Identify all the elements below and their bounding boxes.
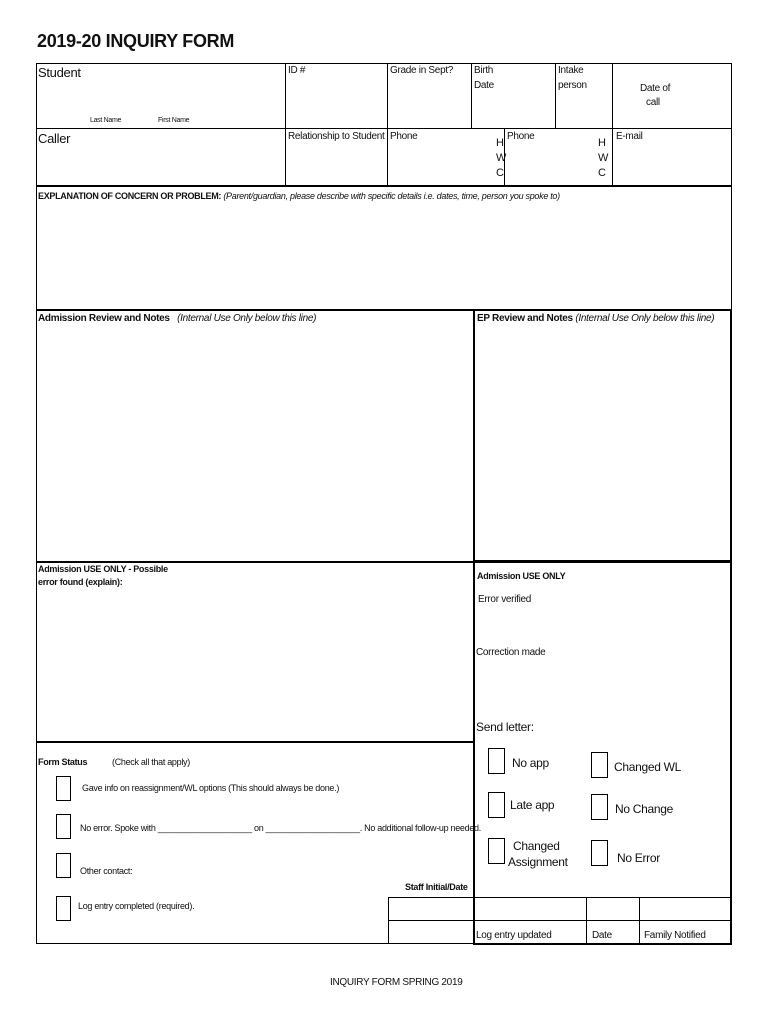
email-label: E-mail xyxy=(616,131,643,142)
admission-review-box[interactable] xyxy=(36,310,474,562)
other-contact-checkbox[interactable] xyxy=(56,853,71,878)
ep-review-label-italic: (Internal Use Only below this line) xyxy=(575,313,715,324)
error-verified-label: Error verified xyxy=(478,594,532,605)
no-change-checkbox[interactable] xyxy=(591,794,608,820)
admission-review-label-italic: (Internal Use Only below this line) xyxy=(177,313,317,324)
no-change-label: No Change xyxy=(615,802,674,816)
changed-assignment-label-2: Assignment xyxy=(508,855,568,869)
no-app-checkbox[interactable] xyxy=(488,748,505,774)
gave-info-checkbox[interactable] xyxy=(56,776,71,801)
hwc2-c: C xyxy=(598,167,606,179)
first-name-label: First Name xyxy=(158,117,190,124)
changed-wl-checkbox[interactable] xyxy=(591,752,608,778)
late-app-label: Late app xyxy=(510,798,555,812)
date-of-call-label-2: call xyxy=(646,97,660,108)
admission-review-label xyxy=(38,313,316,324)
log-entry-completed-checkbox[interactable] xyxy=(56,896,71,921)
no-error-spoke-label: No error. Spoke with ____________________ on ____________________. No additional follow-up needed. xyxy=(80,823,481,833)
form-status-hint: (Check all that apply) xyxy=(112,757,190,767)
gave-info-label: Gave info on reassignment/WL options (This should always be done.) xyxy=(82,783,340,793)
student-label: Student xyxy=(38,65,81,80)
no-error-label: No Error xyxy=(617,851,660,865)
explanation-label xyxy=(38,191,728,201)
send-letter-label: Send letter: xyxy=(476,720,534,734)
explanation-label-italic: (Parent/guardian, please describe with specific details i.e. dates, time, person you spoke to) xyxy=(223,191,560,201)
changed-assignment-label-1: Changed xyxy=(513,839,560,853)
intake-label-1: Intake xyxy=(558,65,584,76)
no-error-spoke-checkbox[interactable] xyxy=(56,814,71,839)
correction-made-label: Correction made xyxy=(476,647,546,658)
phone2-label: Phone xyxy=(507,131,535,142)
hwc1-h: H xyxy=(496,137,504,149)
staff-initial-date-label: Staff Initial/Date xyxy=(405,882,468,892)
last-name-label: Last Name xyxy=(90,117,122,124)
no-error-checkbox[interactable] xyxy=(591,840,608,866)
admission-review-label-bold: Admission Review and Notes xyxy=(38,313,170,324)
grade-label: Grade in Sept? xyxy=(390,65,454,76)
form-status-title: Form Status xyxy=(38,757,88,767)
id-label: ID # xyxy=(288,65,306,76)
page-title: 2019-20 INQUIRY FORM xyxy=(37,31,235,51)
header-row-divider xyxy=(36,128,732,129)
other-contact-label: Other contact: xyxy=(80,866,133,876)
hwc2-h: H xyxy=(598,137,606,149)
relationship-label: Relationship to Student xyxy=(288,131,385,142)
footer-text: INQUIRY FORM SPRING 2019 xyxy=(330,977,463,988)
explanation-box[interactable] xyxy=(36,186,732,310)
log-entry-updated-label: Log entry updated xyxy=(476,930,552,941)
ep-review-label xyxy=(477,313,714,324)
hwc1-w: W xyxy=(496,152,507,164)
caller-label: Caller xyxy=(38,131,71,146)
intake-label-2: person xyxy=(558,80,587,91)
explanation-label-bold: EXPLANATION OF CONCERN OR PROBLEM: xyxy=(38,191,222,201)
changed-wl-label: Changed WL xyxy=(614,760,682,774)
form-status-box xyxy=(36,742,474,944)
birth-label-2: Date xyxy=(474,80,494,91)
changed-assignment-checkbox[interactable] xyxy=(488,838,505,864)
no-app-label: No app xyxy=(512,756,549,770)
phone1-label: Phone xyxy=(390,131,418,142)
possible-error-box[interactable] xyxy=(36,562,474,742)
date-of-call-label-1: Date of xyxy=(640,83,671,94)
birth-label-1: Birth xyxy=(474,65,494,76)
hwc1-c: C xyxy=(496,167,504,179)
possible-error-label-1: Admission USE ONLY - Possible xyxy=(38,564,168,574)
header-table xyxy=(36,63,732,186)
possible-error-label-2: error found (explain): xyxy=(38,577,123,587)
late-app-checkbox[interactable] xyxy=(488,792,505,818)
log-entry-completed-label: Log entry completed (required). xyxy=(78,901,195,911)
ep-review-label-bold: EP Review and Notes xyxy=(477,313,573,324)
admission-use-only-title: Admission USE ONLY xyxy=(477,571,566,581)
family-notified-label: Family Notified xyxy=(644,930,706,941)
ep-review-box[interactable] xyxy=(473,309,732,562)
hwc2-w: W xyxy=(598,152,609,164)
date-label: Date xyxy=(592,930,612,941)
